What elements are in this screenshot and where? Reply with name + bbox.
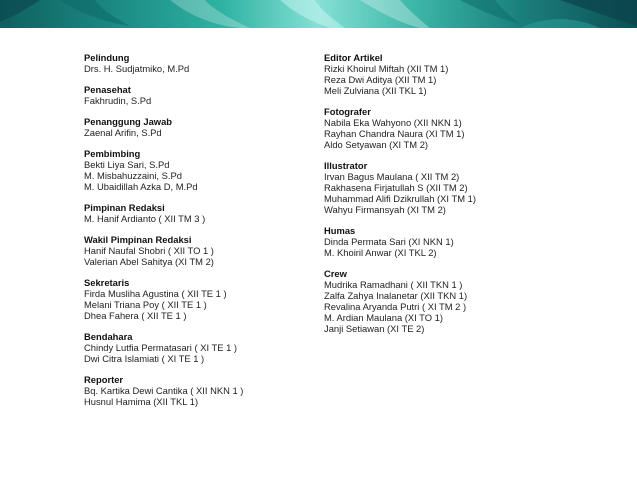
section-heading: Fotografer [324, 106, 371, 117]
section-pimpinan-redaksi [84, 202, 309, 224]
member-entry: Rayhan Chandra Naura (XI TM 1) [324, 128, 465, 139]
banner-decoration [0, 0, 637, 28]
section-illustrator [324, 160, 554, 215]
member-entry: M. Misbahuzzaini, S.Pd [84, 170, 182, 181]
section-heading: Sekretaris [84, 277, 130, 288]
section-heading: Pembimbing [84, 148, 141, 159]
member-entry: Valerian Abel Sahitya (XI TM 2) [84, 256, 214, 267]
header-banner [0, 0, 637, 28]
member-entry: Firda Musliha Agustina ( XII TE 1 ) [84, 288, 227, 299]
section-reporter [84, 374, 309, 407]
member-entry: Bq. Kartika Dewi Cantika ( XII NKN 1 ) [84, 385, 244, 396]
section-humas [324, 225, 554, 258]
section-heading: Editor Artikel [324, 52, 383, 63]
member-entry: Hanif Naufal Shobri ( XII TO 1 ) [84, 245, 214, 256]
section-heading: Bendahara [84, 331, 133, 342]
member-entry: Irvan Bagus Maulana ( XII TM 2) [324, 171, 460, 182]
member-entry: Janji Setiawan (XI TE 2) [324, 323, 425, 334]
section-pembimbing [84, 148, 309, 192]
section-penanggung-jawab [84, 116, 309, 138]
member-entry: Reza Dwi Aditya (XII TM 1) [324, 74, 437, 85]
section-editor-artikel [324, 52, 554, 96]
member-entry: Rizki Khoirul Miftah (XII TM 1) [324, 63, 449, 74]
section-penasehat [84, 84, 309, 106]
section-pelindung [84, 52, 309, 74]
member-entry: Mudrika Ramadhani ( XII TKN 1 ) [324, 279, 463, 290]
section-heading: Illustrator [324, 160, 368, 171]
member-entry: Meli Zulviana (XII TKL 1) [324, 85, 427, 96]
section-heading: Reporter [84, 374, 124, 385]
section-heading: Humas [324, 225, 356, 236]
member-entry: Dhea Fahera ( XII TE 1 ) [84, 310, 187, 321]
section-fotografer [324, 106, 554, 150]
section-crew [324, 268, 554, 334]
member-entry: M. Ardian Maulana (XI TO 1) [324, 312, 443, 323]
left-column [84, 52, 309, 417]
section-heading: Wakil Pimpinan Redaksi [84, 234, 192, 245]
member-entry: Bekti Liya Sari, S.Pd [84, 159, 170, 170]
member-entry: Rakhasena Firjatullah S (XII TM 2) [324, 182, 468, 193]
member-entry: Husnul Hamima (XII TKL 1) [84, 396, 199, 407]
member-entry: Melani Triana Poy ( XII TE 1 ) [84, 299, 207, 310]
member-entry: Dinda Permata Sari (XI NKN 1) [324, 236, 454, 247]
section-bendahara [84, 331, 309, 364]
member-entry: Zalfa Zahya Inalanetar (XII TKN 1) [324, 290, 468, 301]
member-entry: Dwi Citra Islamiati ( XI TE 1 ) [84, 353, 205, 364]
member-entry: Nabila Eka Wahyono (XII NKN 1) [324, 117, 462, 128]
section-heading: Crew [324, 268, 347, 279]
member-entry: Zaenal Arifin, S.Pd [84, 127, 162, 138]
member-entry: Drs. H. Sudjatmiko, M.Pd [84, 63, 190, 74]
member-entry: Wahyu Firmansyah (XI TM 2) [324, 204, 446, 215]
member-entry: Revalina Aryanda Putri ( XI TM 2 ) [324, 301, 467, 312]
member-entry: M. Ubaidillah Azka D, M.Pd [84, 181, 198, 192]
member-entry: Chindy Lutfia Permatasari ( XI TE 1 ) [84, 342, 238, 353]
section-wakil-pimpinan-redaksi [84, 234, 309, 267]
member-entry: Fakhrudin, S.Pd [84, 95, 152, 106]
section-heading: Penasehat [84, 84, 131, 95]
section-sekretaris [84, 277, 309, 321]
section-heading: Pimpinan Redaksi [84, 202, 165, 213]
member-entry: M. Khoiril Anwar (XI TKL 2) [324, 247, 437, 258]
section-heading: Penanggung Jawab [84, 116, 173, 127]
section-heading: Pelindung [84, 52, 130, 63]
right-column [324, 52, 554, 344]
member-entry: Aldo Setyawan (XI TM 2) [324, 139, 429, 150]
member-entry: Muhammad Alifi Dzikrullah (XI TM 1) [324, 193, 476, 204]
member-entry: M. Hanif Ardianto ( XII TM 3 ) [84, 213, 206, 224]
